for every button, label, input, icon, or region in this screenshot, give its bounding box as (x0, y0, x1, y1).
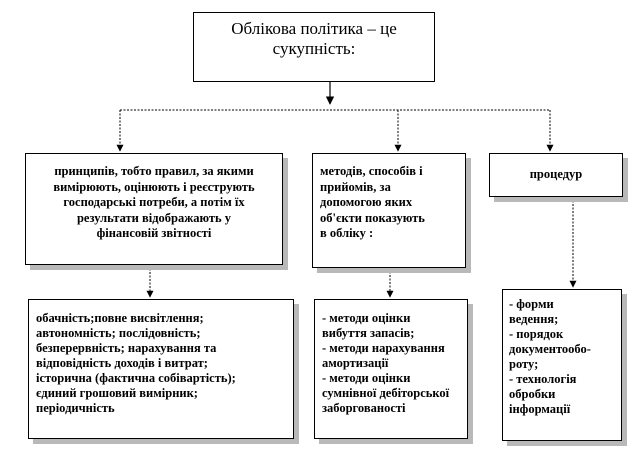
principles-box (25, 153, 283, 265)
principles-list-box (28, 299, 294, 439)
principles-heading: принципів, тобто правил, за якими вимірюють, оцінюють і реєструють господарські потреби, а потім їх результати відображають у фінансовій звітності (53, 164, 255, 240)
list-item: роту; (509, 357, 539, 371)
list-item: історична (фактична собівартість); (36, 371, 236, 385)
list-item: амортизації (322, 356, 389, 370)
list-item: вибуття запасів; (322, 326, 415, 340)
procedures-list-box (502, 289, 622, 441)
methods-list-box (314, 299, 468, 439)
list-item: - форми (509, 297, 554, 311)
list-item: заборгованості (322, 401, 406, 415)
principles-list (36, 311, 289, 416)
list-item: документообо- (509, 342, 591, 356)
list-item: періодичність (36, 401, 115, 415)
list-item: інформації (509, 402, 571, 416)
methods-box (312, 153, 466, 268)
methods-heading: методів, способів і прийомів, за допомогою яких об'єкти показують в обліку : (320, 164, 425, 240)
title-box (193, 12, 435, 82)
title-text: Облікова політика – це сукупність: (231, 19, 397, 58)
list-item: обробки (509, 387, 556, 401)
list-item: - методи оцінки (322, 311, 411, 325)
list-item: автономність; послідовність; (36, 326, 201, 340)
procedures-list (509, 297, 617, 417)
list-item: - порядок (509, 327, 564, 341)
list-item: - методи нарахування (322, 341, 445, 355)
list-item: сумнівної дебіторської (322, 386, 450, 400)
procedures-heading: процедур (529, 167, 583, 181)
list-item: безперервність; нарахування та (36, 341, 217, 355)
list-item: обачність;повне висвітлення; (36, 311, 204, 325)
list-item: - технологія (509, 372, 577, 386)
methods-list (322, 311, 463, 416)
list-item: єдиний грошовий вимірник; (36, 386, 198, 400)
list-item: ведення; (509, 312, 559, 326)
procedures-box (489, 153, 623, 197)
list-item: - методи оцінки (322, 371, 411, 385)
list-item: відповідність доходів і витрат; (36, 356, 208, 370)
